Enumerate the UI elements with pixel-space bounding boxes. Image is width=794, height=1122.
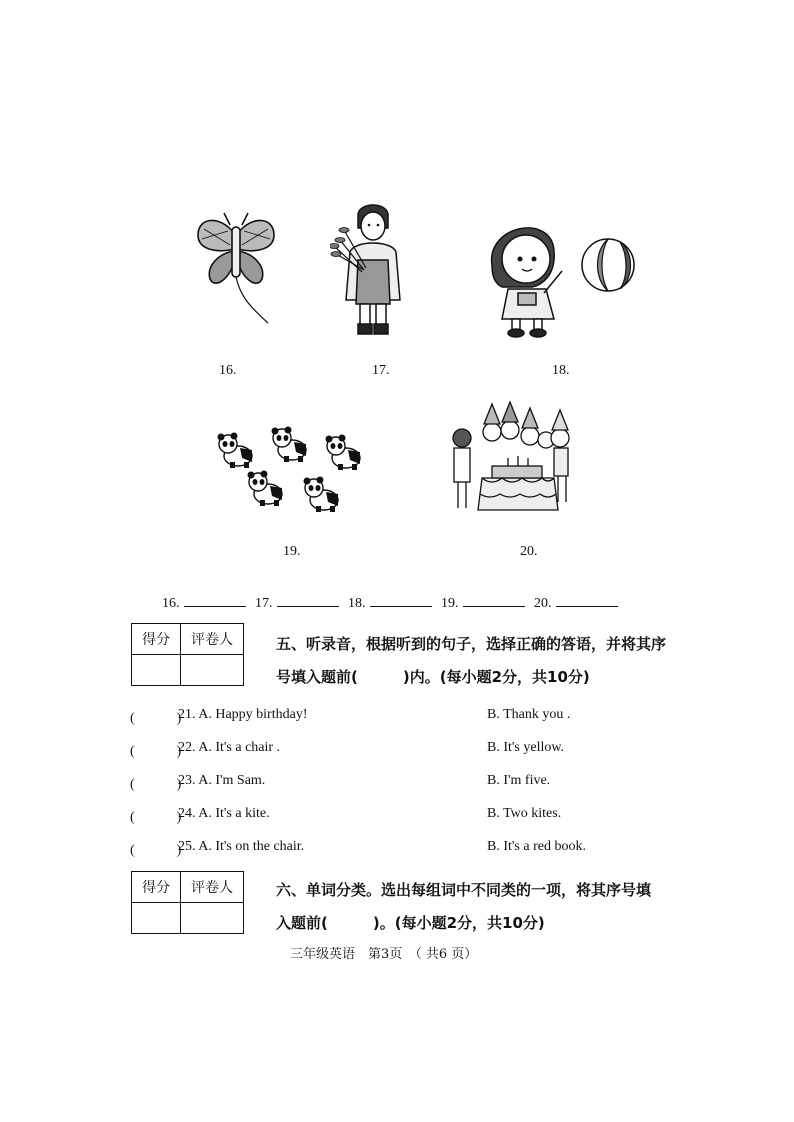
option-a-25: 25. A. It's on the chair. (178, 839, 305, 854)
birthday-party-icon (448, 398, 588, 518)
option-b-21: B. Thank you . (487, 707, 571, 722)
picture-number-16: 16. (219, 363, 237, 378)
answer-paren-23[interactable]: ( ) (130, 777, 182, 792)
score-table-section6 (131, 871, 244, 934)
kite-icon (190, 205, 280, 330)
page-footer: 三年级英语 第3页 （ 共6 页） (290, 947, 478, 962)
farmer-picture (330, 200, 415, 340)
birthday-party-picture (448, 398, 588, 518)
blank-label-20: 20. (534, 596, 552, 611)
score-cell[interactable] (132, 655, 181, 686)
grader-header: 评卷人 (181, 872, 244, 903)
pandas-picture (210, 420, 370, 520)
section6-title-line1: 六、单词分类。选出每组词中不同类的一项，将其序号填 (276, 881, 652, 899)
option-a-21: 21. A. Happy birthday! (178, 707, 308, 722)
option-b-24: B. Two kites. (487, 806, 562, 821)
grader-cell[interactable] (181, 655, 244, 686)
blank-label-19: 19. (441, 596, 459, 611)
option-a-24: 24. A. It's a kite. (178, 806, 270, 821)
answer-paren-24[interactable]: ( ) (130, 810, 182, 825)
kite-picture (190, 205, 280, 330)
answer-blank-19[interactable] (463, 594, 525, 607)
score-table-section5 (131, 623, 244, 686)
grader-header: 评卷人 (181, 624, 244, 655)
answer-paren-25[interactable]: ( ) (130, 843, 182, 858)
answer-blank-18[interactable] (370, 594, 432, 607)
section5-title-line2: 号填入题前( )内。(每小题2分，共10分) (276, 668, 590, 686)
option-a-22: 22. A. It's a chair . (178, 740, 281, 755)
answer-blank-20[interactable] (556, 594, 618, 607)
girl-with-ball-icon (482, 205, 642, 340)
pandas-icon (210, 420, 370, 520)
option-b-23: B. I'm five. (487, 773, 551, 788)
answer-blank-17[interactable] (277, 594, 339, 607)
grader-cell[interactable] (181, 903, 244, 934)
option-b-25: B. It's a red book. (487, 839, 586, 854)
answer-blank-16[interactable] (184, 594, 246, 607)
farmer-icon (330, 200, 415, 340)
blank-label-16: 16. (162, 596, 180, 611)
section5-title-line1: 五、听录音，根据听到的句子，选择正确的答语，并将其序 (276, 635, 667, 653)
score-header: 得分 (132, 872, 181, 903)
score-cell[interactable] (132, 903, 181, 934)
answer-paren-22[interactable]: ( ) (130, 744, 182, 759)
picture-number-18: 18. (552, 363, 570, 378)
picture-number-20: 20. (520, 544, 538, 559)
picture-number-19: 19. (283, 544, 301, 559)
answer-paren-21[interactable]: ( ) (130, 711, 182, 726)
answer-blanks (162, 594, 624, 612)
blank-label-17: 17. (255, 596, 273, 611)
section6-title-line2: 入题前( )。(每小题2分，共10分) (276, 914, 545, 932)
blank-label-18: 18. (348, 596, 366, 611)
picture-number-17: 17. (372, 363, 390, 378)
girl-with-ball-picture (482, 205, 642, 340)
option-b-22: B. It's yellow. (487, 740, 565, 755)
option-a-23: 23. A. I'm Sam. (178, 773, 266, 788)
score-header: 得分 (132, 624, 181, 655)
